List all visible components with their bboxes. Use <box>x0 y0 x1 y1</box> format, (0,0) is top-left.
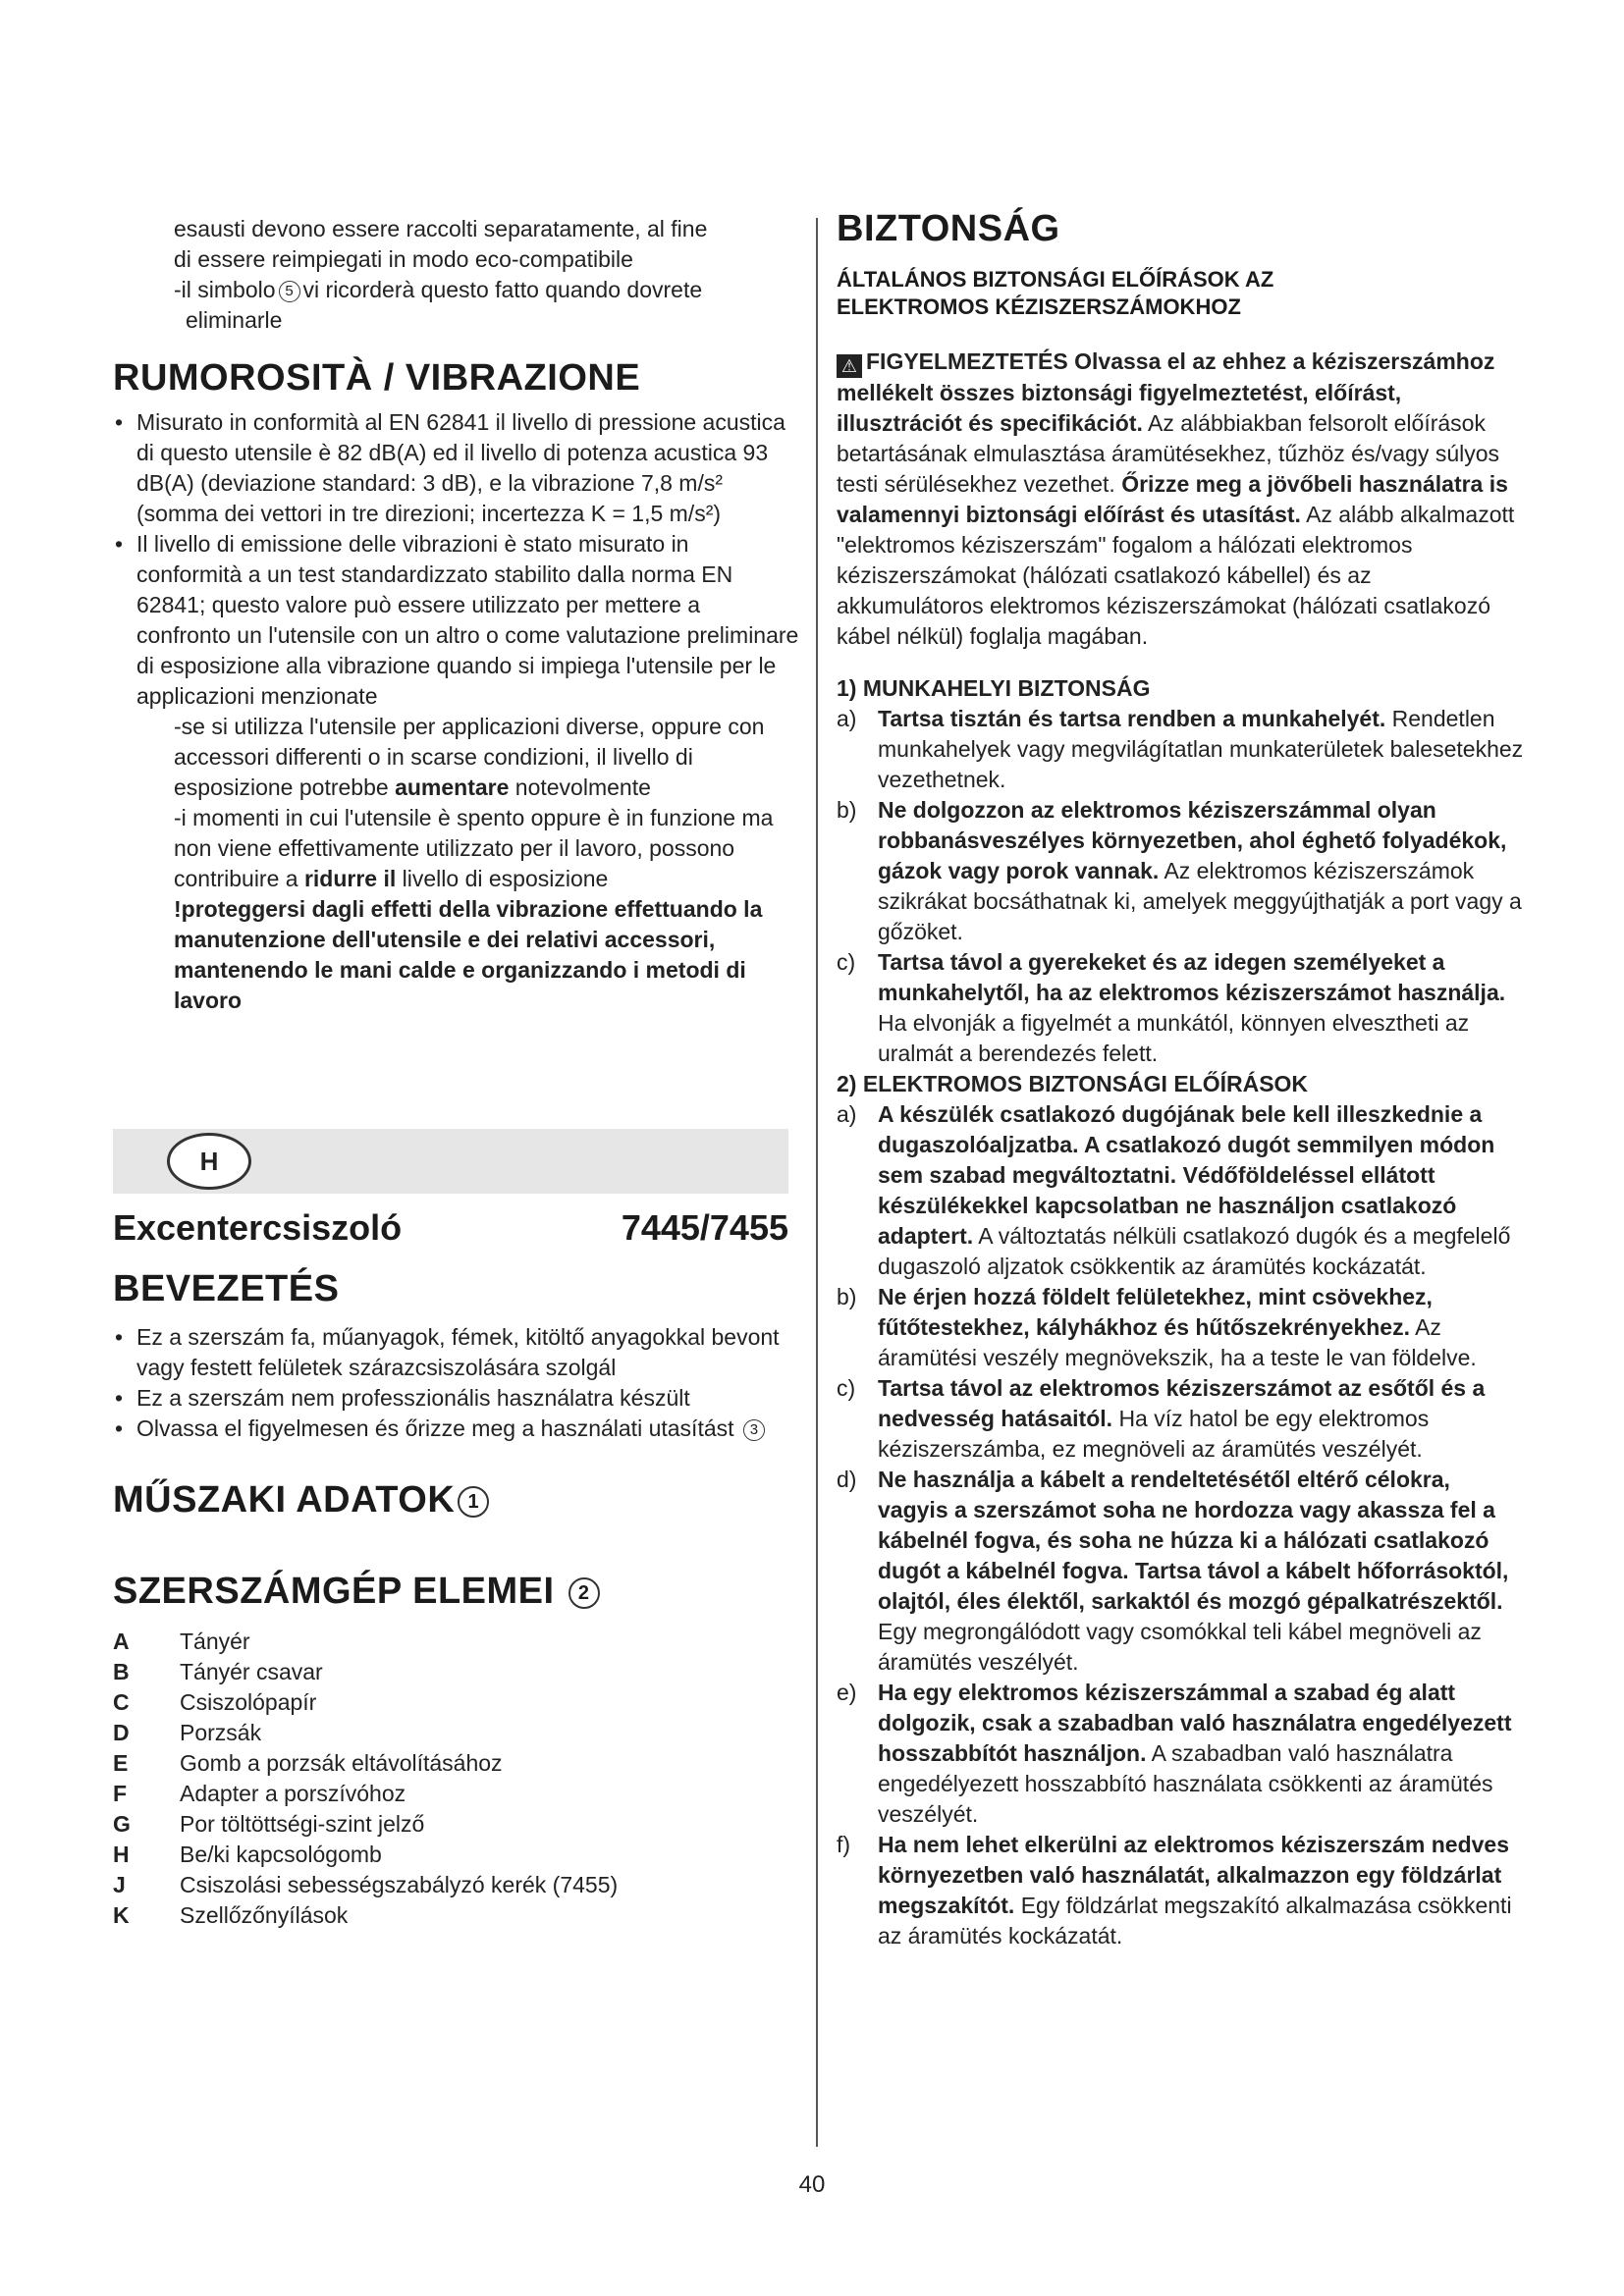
part-key: F <box>113 1781 128 1806</box>
page-number: 40 <box>798 2171 826 2198</box>
part-key: C <box>113 1689 130 1715</box>
circled-number: 3 <box>743 1419 765 1441</box>
intro-dash-post: vi ricorderà questo fatto quando dovrete <box>302 277 703 302</box>
rumor-list <box>113 407 800 712</box>
part-label: Szellőzőnyílások <box>180 1902 349 1928</box>
part-key: A <box>113 1629 130 1654</box>
s2-item <box>837 1373 1524 1465</box>
item-letter: c) <box>837 1375 856 1401</box>
rumor-dash-2: -i momenti in cui l'utensile è spento oppure è in funzione ma non viene effettivamente utilizzato per il lavoro, possono contribuire a ridurre il livello di esposizione <box>174 805 774 891</box>
warning-icon: ⚠ <box>837 354 862 378</box>
muszaki-heading: MŰSZAKI ADATOK 1 <box>113 1479 800 1522</box>
s2-item <box>837 1099 1524 1282</box>
item-text: Egy földzárlat megszakító alkalmazása csökkenti az áramütés kockázatát. <box>878 1893 1512 1949</box>
product-title-row <box>113 1207 788 1249</box>
bevezetes-list <box>113 1322 800 1444</box>
intro-block <box>113 214 800 336</box>
left-column <box>113 214 800 1016</box>
s2-item <box>837 1830 1524 1951</box>
bev-bullet-2: • Ez a szerszám nem professzionális használatra készült <box>113 1383 800 1414</box>
language-badge: H <box>167 1133 251 1190</box>
item-letter: f) <box>837 1832 851 1857</box>
model-number: 7445/7455 <box>621 1207 788 1248</box>
part-label: Tányér csavar <box>180 1659 323 1684</box>
item-bold-text: A készülék csatlakozó dugójának bele kell illeszkednie a dugaszolóaljzatba. A csatlakozó dugót semmilyen módon sem szabad megváltoztatni. Védőföldeléssel ellátott készülékekkel kapcsolatban ne használjon csatlakozó adaptert. <box>878 1101 1495 1249</box>
section-1-title: 1) MUNKAHELYI BIZTONSÁG <box>837 675 1151 701</box>
item-text: A változtatás nélküli csatlakozó dugók és a megfelelő dugaszoló aljzatok csökkentik az áramütés kockázatát. <box>878 1223 1511 1279</box>
item-text: Ha elvonják a figyelmét a munkától, könnyen elvesztheti az uralmát a berendezés felett. <box>878 1010 1470 1066</box>
item-bold-text: Ha egy elektromos kéziszerszámmal a szabad ég alatt dolgozik, csak a szabadban való használatra engedélyezett hosszabbítót használjon. <box>878 1680 1512 1766</box>
part-key: E <box>113 1750 129 1776</box>
rumor-bullet-1: • Misurato in conformità al EN 62841 il livello di pressione acustica di questo utensile è 82 dB(A) ed il livello di potenza acustica 93 dB(A) (deviazione standard: 3 dB), e la vibrazione 7,8 m/s² (somma dei vettori in tre direzioni; incertezza K = 1,5 m/s²) <box>113 407 800 529</box>
item-letter: b) <box>837 1284 857 1309</box>
parts-list <box>113 1627 800 1931</box>
rumor-dash-block <box>113 712 800 1016</box>
item-text: Ha víz hatol be egy elektromos kéziszerszámba, ez megnöveli az áramütés veszélyét. <box>878 1406 1430 1462</box>
parts-list-item <box>113 1687 800 1718</box>
intro-line-1: esausti devono essere raccolti separatamente, al fine <box>174 216 708 241</box>
circled-number: 1 <box>458 1486 489 1518</box>
section-1-list <box>837 704 1524 1069</box>
item-bold-text: Tartsa távol a gyerekeket és az idegen személyeket a munkahelytől, ha az elektromos kéziszerszámot használja. <box>878 949 1506 1005</box>
part-label: Por töltöttségi-szint jelző <box>180 1811 425 1837</box>
biztonsag-heading: BIZTONSÁG <box>837 208 1060 249</box>
part-label: Csiszolópapír <box>180 1689 317 1715</box>
intro-line-2: di essere reimpiegati in modo eco-compatibile <box>174 246 633 272</box>
item-letter: a) <box>837 1101 857 1127</box>
part-key: B <box>113 1659 130 1684</box>
item-text: A szabadban való használatra engedélyezett hosszabbító használata csökkenti az áramütés veszélyét. <box>878 1740 1493 1827</box>
intro-dash-line <box>174 275 800 305</box>
intro-dash-cont: eliminarle <box>186 307 283 333</box>
item-bold-text: Tartsa távol az elektromos kéziszerszámot az esőtől és a nedvesség hatásaitól. <box>878 1375 1486 1431</box>
rumor-heading: RUMOROSITÀ / VIBRAZIONE <box>113 357 641 399</box>
part-label: Tányér <box>180 1629 250 1654</box>
right-column <box>837 208 1524 1951</box>
item-text: Rendetlen munkahelyek vagy megvilágítatlan munkaterületek balesetekhez vezethetnek. <box>878 706 1524 792</box>
parts-list-item <box>113 1748 800 1779</box>
part-key: D <box>113 1720 130 1745</box>
part-label: Adapter a porszívóhoz <box>180 1781 406 1806</box>
item-bold-text: Ne érjen hozzá földelt felületekhez, mint csövekhez, fűtőtestekhez, kályhákhoz és hűtőszekrényekhez. <box>878 1284 1433 1340</box>
parts-list-item <box>113 1809 800 1840</box>
parts-list-item <box>113 1657 800 1687</box>
column-divider <box>816 218 818 2147</box>
item-bold-text: Ha nem lehet elkerülni az elektromos kéziszerszám nedves környezetben való használatát, alkalmazzon egy földzárlat megszakítót. <box>878 1832 1510 1918</box>
item-letter: d) <box>837 1467 857 1492</box>
language-bar <box>113 1129 788 1194</box>
circled-number: 2 <box>568 1577 600 1609</box>
parts-list-item <box>113 1718 800 1748</box>
item-text: Az áramütési veszély megnövekszik, ha a teste le van földelve. <box>878 1314 1477 1370</box>
part-key: K <box>113 1902 130 1928</box>
part-key: G <box>113 1811 131 1837</box>
intro-dash-pre: -il simbolo <box>174 277 276 302</box>
section-2-list <box>837 1099 1524 1951</box>
item-letter: b) <box>837 797 857 823</box>
parts-list-item <box>113 1779 800 1809</box>
s2-item <box>837 1282 1524 1373</box>
bev-bullet-3: • Olvassa el figyelmesen és őrizze meg a használati utasítást 3 <box>113 1414 800 1444</box>
bev-bullet-1: • Ez a szerszám fa, műanyagok, fémek, kitöltő anyagokkal bevont vagy festett felületek szárazcsiszolására szolgál <box>113 1322 800 1383</box>
item-bold-text: Tartsa tisztán és tartsa rendben a munkahelyét. <box>878 706 1386 731</box>
circled-number: 5 <box>279 281 300 302</box>
bevezetes-heading: BEVEZETÉS <box>113 1268 340 1309</box>
item-letter: c) <box>837 949 856 975</box>
s1-item <box>837 704 1524 795</box>
product-name: Excentercsiszoló <box>113 1207 403 1248</box>
s1-item <box>837 947 1524 1069</box>
rumor-bold-end: !proteggersi dagli effetti della vibrazione effettuando la manutenzione dell'utensile e dei relativi accessori, mantenendo le mani calde e organizzando i metodi di lavoro <box>174 896 763 1013</box>
s2-item <box>837 1678 1524 1830</box>
part-label: Csiszolási sebességszabályzó kerék (7455) <box>180 1872 619 1897</box>
item-letter: e) <box>837 1680 857 1705</box>
rumor-bullet-2: • Il livello di emissione delle vibrazioni è stato misurato in conformità a un test standardizzato stabilito dalla norma EN 62841; questo valore può essere utilizzato per mettere a confronto un l'utensile con un altro o come valutazione preliminare di esposizione alla vibrazione quando si impiega l'utensile per le applicazioni menzionate <box>113 529 800 712</box>
part-key: H <box>113 1842 130 1867</box>
warning-paragraph: ⚠ FIGYELMEZTETÉS Olvassa el az ehhez a kéziszerszámhoz mellékelt összes biztonsági figyelmeztetést, előírást, illusztrációt és specifikációt. Az alábbiakban felsorolt előírások betartásának elmulasztása áramütésekhez, tűzhöz és/vagy súlyos testi sérülésekhez vezethet. Őrizze meg a jövőbeli használatra is valamennyi biztonsági előírást és utasítást. Az alább alkalmazott "elektromos kéziszerszám" fogalom a hálózati elektromos kéziszerszámokat (hálózati csatlakozó kábellel) és az akkumulátoros elektromos kéziszerszámokat (hálózati csatlakozó kábel nélkül) foglalja magában. <box>837 348 1515 649</box>
part-label: Gomb a porzsák eltávolításához <box>180 1750 503 1776</box>
item-text: Az elektromos kéziszerszámok szikrákat bocsáthatnak ki, amelyek meggyújthatják a port vagy a gőzöket. <box>878 858 1522 944</box>
s1-item <box>837 795 1524 947</box>
elemei-heading: SZERSZÁMGÉP ELEMEI 2 <box>113 1571 800 1613</box>
parts-list-item <box>113 1627 800 1657</box>
parts-list-item <box>113 1870 800 1900</box>
part-key: J <box>113 1872 126 1897</box>
item-letter: a) <box>837 706 857 731</box>
parts-list-item <box>113 1900 800 1931</box>
item-text: Egy megrongálódott vagy csomókkal teli kábel megnöveli az áramütés veszélyét. <box>878 1619 1482 1675</box>
parts-list-item <box>113 1840 800 1870</box>
part-label: Be/ki kapcsológomb <box>180 1842 382 1867</box>
item-bold-text: Ne dolgozzon az elektromos kéziszerszámmal olyan robbanásveszélyes környezetben, ahol éghető folyadékok, gázok vagy porok vannak. <box>878 797 1507 883</box>
s2-item <box>837 1465 1524 1678</box>
section-2-title: 2) ELEKTROMOS BIZTONSÁGI ELŐÍRÁSOK <box>837 1071 1309 1096</box>
item-bold-text: Ne használja a kábelt a rendeltetésétől eltérő célokra, vagyis a szerszámot soha ne hordozza vagy akassza fel a kábelnél fogva, és soha ne húzza ki a hálózati csatlakozó dugót a kábelnél fogva. Tartsa távol a kábelt hőforrásoktól, olajtól, éles élektől, sarkaktól és mozgó gépalkatrészektől. <box>878 1467 1509 1614</box>
biztonsag-subheading: ÁLTALÁNOS BIZTONSÁGI ELŐÍRÁSOK AZ ELEKTROMOS KÉZISZERSZÁMOKHOZ <box>837 267 1274 319</box>
rumor-dash-1: -se si utilizza l'utensile per applicazioni diverse, oppure con accessori differenti o in scarse condizioni, il livello di esposizione potrebbe aumentare notevolmente <box>174 714 765 800</box>
part-label: Porzsák <box>180 1720 262 1745</box>
left-column-lower <box>113 1268 800 1931</box>
